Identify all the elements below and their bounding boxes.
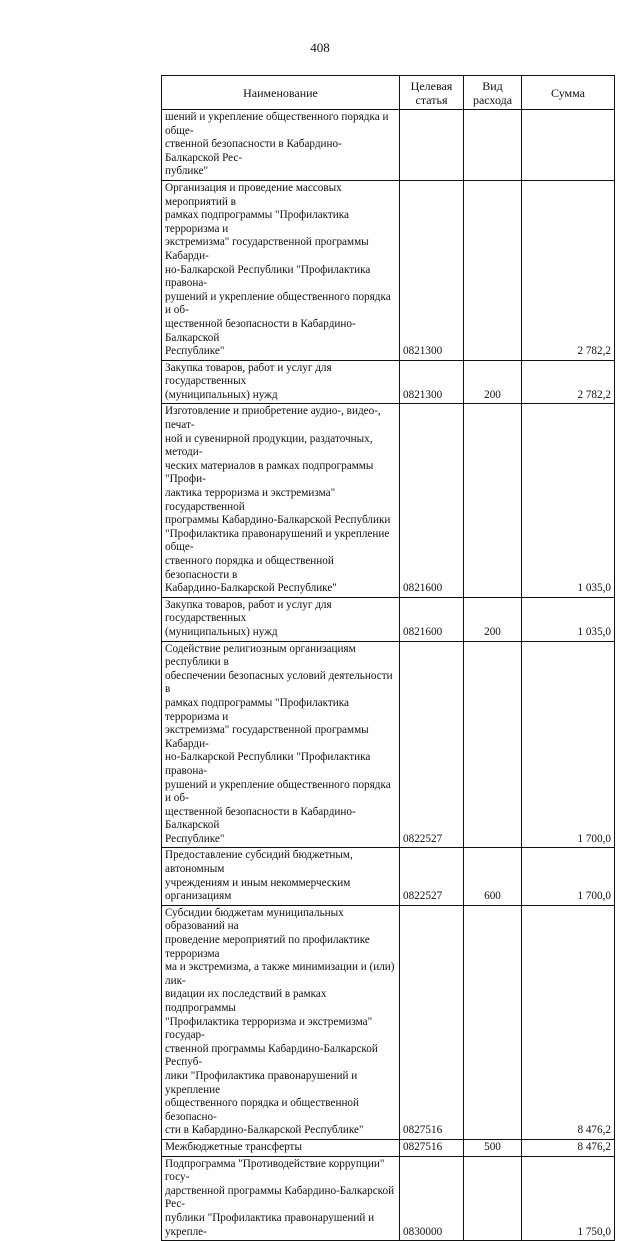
table-body bbox=[162, 110, 615, 1241]
name-line: ческих материалов в рамках подпрограммы "Профи- bbox=[165, 459, 374, 486]
cell-target-article: 0821300 bbox=[400, 180, 464, 360]
table-row bbox=[162, 1156, 615, 1241]
name-line: Субсидии бюджетам муниципальных образований на bbox=[165, 906, 344, 933]
name-line: программы Кабардино-Балкарской Республики bbox=[165, 514, 391, 527]
table-row bbox=[162, 848, 615, 905]
header-code-line-2: статья bbox=[415, 92, 448, 107]
cell-amount: 2 782,2 bbox=[522, 180, 615, 360]
table-row bbox=[162, 404, 615, 597]
cell-target-article: 0822527 bbox=[400, 848, 464, 905]
table-header-row bbox=[162, 76, 615, 110]
name-line: но-Балкарской Республики "Профилактика правона- bbox=[165, 263, 371, 290]
header-vid bbox=[464, 76, 522, 110]
name-line: Предоставление субсидий бюджетным, автономным bbox=[165, 849, 353, 876]
table-row bbox=[162, 110, 615, 181]
header-vid-line-1: Вид bbox=[482, 78, 503, 93]
cell-expense-type: 200 bbox=[464, 360, 522, 404]
name-line: рушений и укрепление общественного порядка и об- bbox=[165, 778, 391, 805]
name-line: публики "Профилактика правонарушений и укрепле- bbox=[165, 1211, 375, 1238]
cell-amount: 1 700,0 bbox=[522, 641, 615, 848]
cell-name bbox=[162, 641, 400, 848]
table-row bbox=[162, 1139, 615, 1156]
name-line: Содействие религиозным организациям республики в bbox=[165, 642, 356, 669]
name-line: лики "Профилактика правонарушений и укрепление bbox=[165, 1069, 358, 1096]
cell-name bbox=[162, 180, 400, 360]
name-line: ной и сувенирной продукции, раздаточных, методи- bbox=[165, 432, 373, 459]
cell-amount: 1 750,0 bbox=[522, 1156, 615, 1241]
table-row bbox=[162, 905, 615, 1139]
cell-expense-type: 500 bbox=[464, 1139, 522, 1156]
name-line: но-Балкарской Республики "Профилактика правона- bbox=[165, 751, 371, 777]
cell-target-article bbox=[400, 110, 464, 181]
name-line: учреждениям и иным некоммерческим организациям bbox=[165, 876, 351, 903]
name-line: Кабардино-Балкарской Республике" bbox=[165, 582, 337, 595]
cell-amount: 1 035,0 bbox=[522, 597, 615, 641]
cell-target-article: 0830000 bbox=[400, 1156, 464, 1241]
cell-name bbox=[162, 905, 400, 1139]
cell-target-article: 0827516 bbox=[400, 1139, 464, 1156]
name-line: (муниципальных) нужд bbox=[165, 388, 278, 401]
name-line: ма и экстремизма, а также минимизации и (или) лик- bbox=[165, 961, 395, 987]
name-line: экстремизма" государственной программы Кабарди- bbox=[165, 724, 369, 750]
cell-expense-type bbox=[464, 404, 522, 597]
cell-name bbox=[162, 1156, 400, 1241]
cell-amount: 1 035,0 bbox=[522, 404, 615, 597]
cell-expense-type bbox=[464, 1156, 522, 1241]
name-line: рушений и укрепление общественного порядка и об- bbox=[165, 290, 391, 317]
page-number: 408 bbox=[310, 40, 330, 55]
name-line: обеспечении безопасных условий деятельности в bbox=[165, 669, 393, 696]
table-row bbox=[162, 641, 615, 848]
name-line: видации их последствий в рамках подпрограммы bbox=[165, 988, 327, 1014]
cell-name bbox=[162, 1139, 400, 1156]
name-line: экстремизма" государственной программы Кабарди- bbox=[165, 236, 369, 262]
cell-amount: 8 476,2 bbox=[522, 1139, 615, 1156]
header-name: Наименование bbox=[162, 76, 400, 110]
name-line: общественного порядка и общественной безопасно- bbox=[165, 1097, 360, 1123]
cell-name bbox=[162, 404, 400, 597]
name-line: щественной безопасности в Кабардино-Балкарской bbox=[165, 317, 356, 344]
name-line: Закупка товаров, работ и услуг для государственных bbox=[165, 598, 332, 625]
cell-target-article: 0822527 bbox=[400, 641, 464, 848]
name-line: дарственной программы Кабардино-Балкарской Рес- bbox=[165, 1184, 395, 1211]
name-line: лактика терроризма и экстремизма" государственной bbox=[165, 487, 336, 513]
cell-target-article: 0821600 bbox=[400, 597, 464, 641]
name-line: сти в Кабардино-Балкарской Республике" bbox=[165, 1124, 364, 1137]
name-line: ственного порядка и общественной безопасности в bbox=[165, 555, 334, 581]
cell-target-article: 0827516 bbox=[400, 905, 464, 1139]
cell-amount: 2 782,2 bbox=[522, 360, 615, 404]
name-line: "Профилактика терроризма и экстремизма" государ- bbox=[165, 1015, 373, 1042]
cell-expense-type bbox=[464, 110, 522, 181]
name-line: публике" bbox=[165, 165, 209, 178]
name-line: рамках подпрограммы "Профилактика терроризма и bbox=[165, 209, 350, 235]
header-sum: Сумма bbox=[522, 76, 615, 110]
cell-expense-type bbox=[464, 641, 522, 848]
table-row bbox=[162, 360, 615, 404]
cell-expense-type: 200 bbox=[464, 597, 522, 641]
cell-expense-type bbox=[464, 905, 522, 1139]
table-row bbox=[162, 597, 615, 641]
name-line: Республике" bbox=[165, 832, 225, 845]
name-line: Межбюджетные трансферты bbox=[165, 1140, 302, 1153]
header-code-line-1: Целевая bbox=[410, 78, 453, 93]
name-line: ственной программы Кабардино-Балкарской Респуб- bbox=[165, 1042, 378, 1069]
header-code bbox=[400, 76, 464, 110]
budget-table bbox=[161, 75, 615, 1241]
name-line: проведение мероприятий по профилактике терроризма bbox=[165, 934, 370, 960]
name-line: Изготовление и приобретение аудио-, видео-, печат- bbox=[165, 405, 381, 432]
name-line: Закупка товаров, работ и услуг для государственных bbox=[165, 361, 332, 388]
header-vid-line-2: расхода bbox=[472, 92, 513, 107]
cell-name bbox=[162, 360, 400, 404]
name-line: Организация и проведение массовых мероприятий в bbox=[165, 181, 342, 208]
cell-target-article: 0821600 bbox=[400, 404, 464, 597]
name-line: шений и укрепление общественного порядка и обще- bbox=[165, 111, 389, 137]
name-line: ственной безопасности в Кабардино-Балкарской Рес- bbox=[165, 138, 342, 164]
name-line: рамках подпрограммы "Профилактика терроризма и bbox=[165, 696, 350, 723]
cell-name bbox=[162, 848, 400, 905]
name-line: щественной безопасности в Кабардино-Балкарской bbox=[165, 805, 356, 832]
name-line: "Профилактика правонарушений и укрепление обще- bbox=[165, 527, 390, 554]
cell-name bbox=[162, 110, 400, 181]
cell-expense-type: 600 bbox=[464, 848, 522, 905]
cell-amount: 1 700,0 bbox=[522, 848, 615, 905]
cell-target-article: 0821300 bbox=[400, 360, 464, 404]
name-line: Подпрограмма "Противодействие коррупции" госу- bbox=[165, 1157, 385, 1184]
cell-amount: 8 476,2 bbox=[522, 905, 615, 1139]
name-line: (муниципальных) нужд bbox=[165, 625, 278, 638]
cell-expense-type bbox=[464, 180, 522, 360]
name-line: Республике" bbox=[165, 345, 225, 358]
table-row bbox=[162, 180, 615, 360]
cell-amount bbox=[522, 110, 615, 181]
cell-name bbox=[162, 597, 400, 641]
